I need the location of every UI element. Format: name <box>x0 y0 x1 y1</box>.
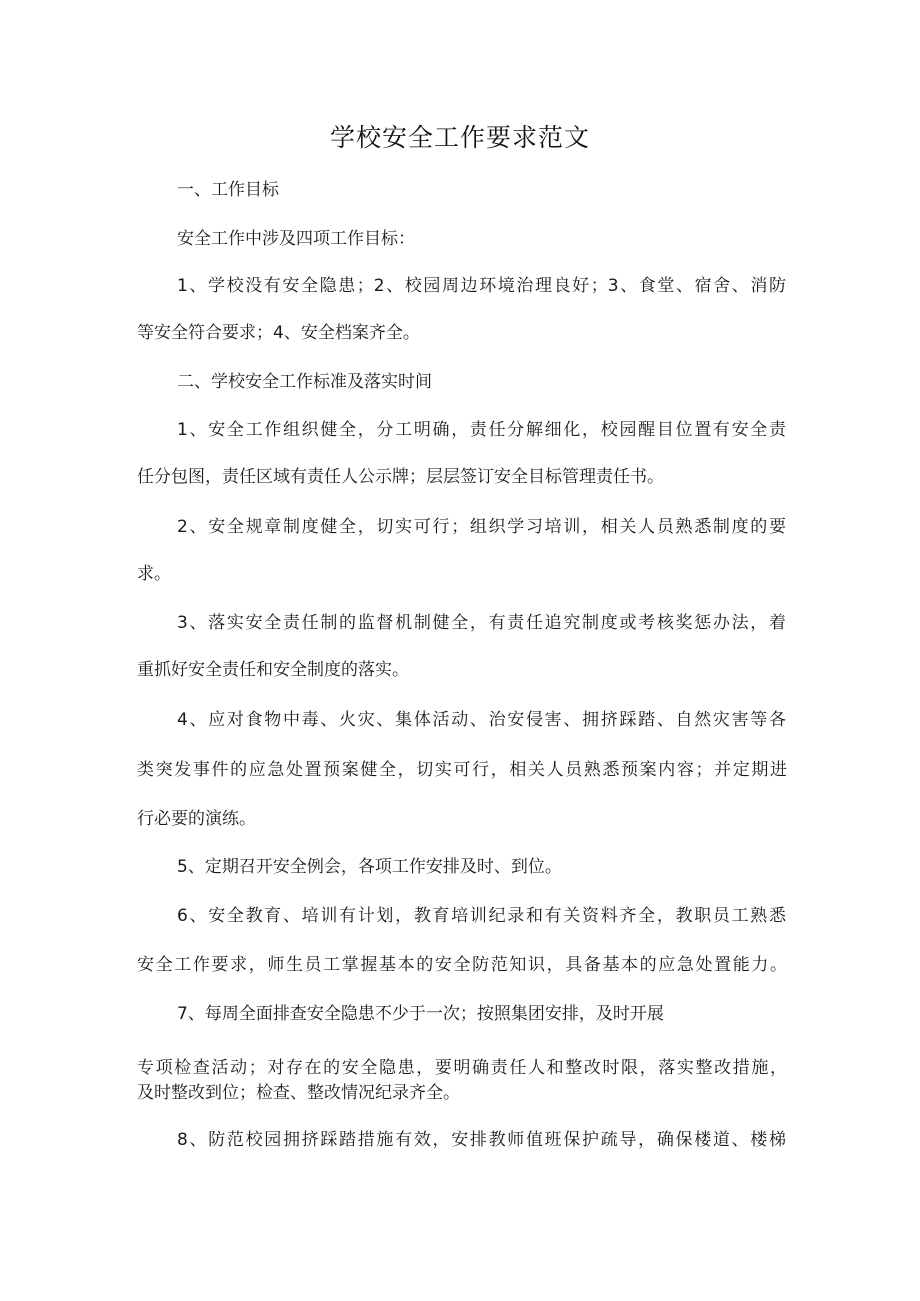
heading-1: 一、工作目标 <box>177 180 279 200</box>
paragraph-line: 求。 <box>137 564 171 584</box>
document-title: 学校安全工作要求范文 <box>329 123 590 152</box>
paragraph-line: 7、每周全面排查安全隐患不少于一次；按照集团安排，及时开展 <box>177 1004 664 1024</box>
paragraph-line: 行必要的演练。 <box>137 809 256 829</box>
paragraph-line: 专项检查活动；对存在的安全隐患，要明确责任人和整改时限，落实整改措施， <box>137 1058 787 1078</box>
paragraph-line: 3、落实安全责任制的监督机制健全，有责任追究制度或考核奖惩办法，着 <box>177 613 786 633</box>
paragraph-line: 类突发事件的应急处置预案健全，切实可行，相关人员熟悉预案内容；并定期进 <box>137 760 787 780</box>
paragraph-line: 8、防范校园拥挤踩踏措施有效，安排教师值班保护疏导，确保楼道、楼梯 <box>177 1130 786 1150</box>
paragraph-line: 5、定期召开安全例会，各项工作安排及时、到位。 <box>177 857 562 877</box>
paragraph-line: 1、学校没有安全隐患；2、校园周边环境治理良好；3、食堂、宿舍、消防 <box>177 276 786 296</box>
paragraph-line: 4、应对食物中毒、火灾、集体活动、治安侵害、拥挤踩踏、自然灾害等各 <box>177 710 786 730</box>
heading-2: 二、学校安全工作标准及落实时间 <box>177 372 432 392</box>
paragraph-line: 任分包图，责任区域有责任人公示牌；层层签订安全目标管理责任书。 <box>137 467 664 487</box>
paragraph-line: 重抓好安全责任和安全制度的落实。 <box>137 660 409 680</box>
paragraph-line: 6、安全教育、培训有计划，教育培训纪录和有关资料齐全，教职员工熟悉 <box>177 906 786 926</box>
paragraph-line: 安全工作要求，师生员工掌握基本的安全防范知识，具备基本的应急处置能力。 <box>137 955 787 975</box>
paragraph-line: 1、安全工作组织健全，分工明确，责任分解细化，校园醒目位置有安全责 <box>177 420 786 440</box>
paragraph-line: 2、安全规章制度健全，切实可行；组织学习培训，相关人员熟悉制度的要 <box>177 517 786 537</box>
paragraph-line: 及时整改到位；检查、整改情况纪录齐全。 <box>137 1083 460 1103</box>
paragraph-line: 等安全符合要求；4、安全档案齐全。 <box>137 323 420 343</box>
paragraph-line: 安全工作中涉及四项工作目标： <box>177 229 415 249</box>
